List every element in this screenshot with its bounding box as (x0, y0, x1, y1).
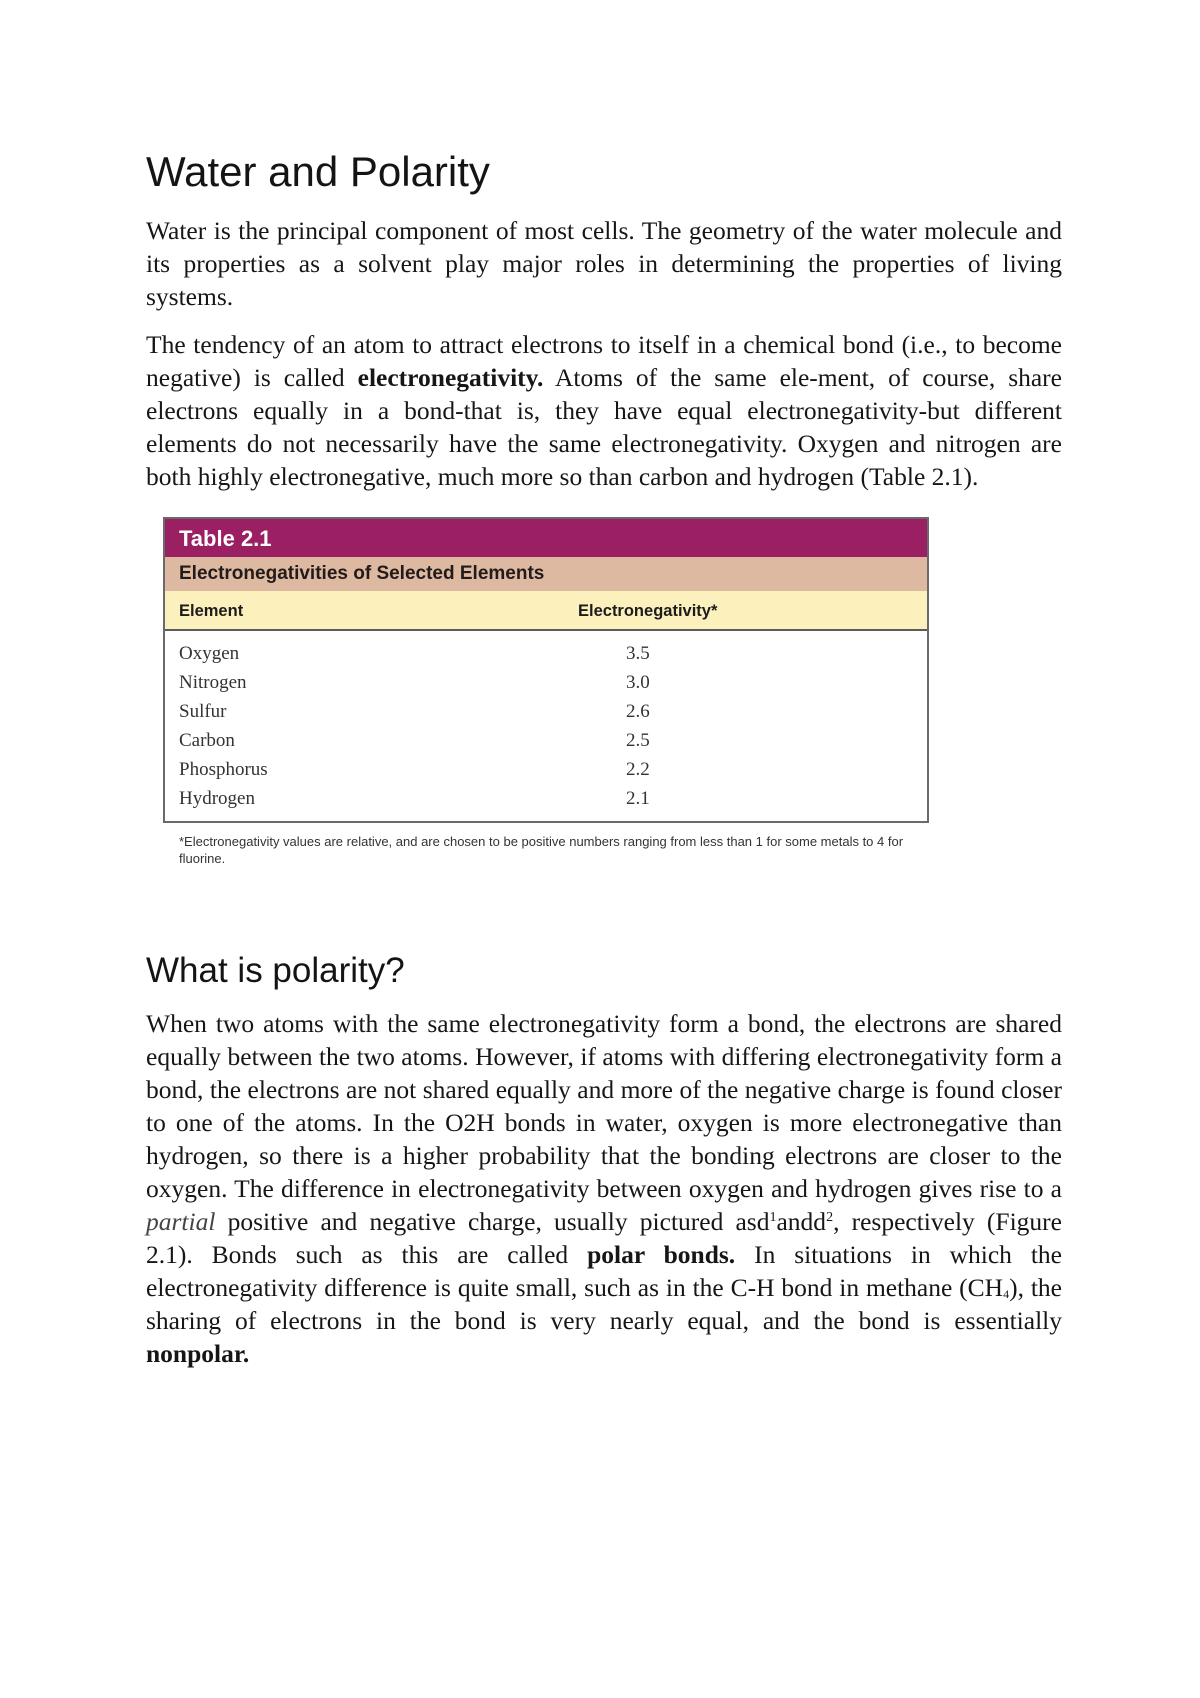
element-cell: Sulfur (179, 701, 227, 722)
document-page (146, 140, 1062, 1385)
element-cell: Carbon (179, 730, 235, 751)
value-cell: 3.0 (626, 672, 650, 693)
intro-paragraph: Water is the principal component of most cells. The geometry of the water molecule and its properties as a solvent play major roles in determining the properties of living systems. (146, 216, 1062, 311)
term-partial: partial (146, 1207, 216, 1236)
element-cell: Hydrogen (179, 788, 255, 809)
p3-text-2: positive and negative charge, usually pictured asd (215, 1207, 770, 1236)
term-nonpolar: nonpolar. (146, 1339, 250, 1368)
table-row (165, 755, 927, 784)
polarity-paragraph (146, 1007, 1062, 1370)
electronegativity-table-figure (163, 517, 929, 867)
page-title: Water and Polarity (146, 148, 490, 195)
p2-text-before: The tendency of an atom to attract electrons to itself in a chemical bond (i.e., to become negative) is called (146, 330, 1062, 392)
value-cell: 2.5 (626, 730, 650, 751)
value-cell: 2.6 (626, 701, 650, 722)
table-header-row (165, 591, 927, 631)
subscript-4: 4 (1003, 1287, 1010, 1301)
table-row (165, 668, 927, 697)
term-electronegativity: electronegativity. (357, 363, 544, 392)
table-footnote: *Electronegativity values are relative, and are chosen to be positive numbers ranging from less than 1 for some metals to 4 for fluorine. (179, 834, 904, 866)
p3-text-5: In situations in which the electronegativity difference is quite small, such as in the C-H bond in methane (CH (146, 1240, 1062, 1302)
electronegativity-paragraph (146, 328, 1062, 493)
p3-text-1: When two atoms with the same electronegativity form a bond, the electrons are shared equally between the two atoms. However, if atoms with differing electronegativity form a bond, the electrons are not shared equally and more of the negative charge is found closer to one of the atoms. In the O2H bonds in water, oxygen is more electronegative than hydrogen, so there is a higher probability that the bonding electrons are closer to the oxygen. The difference in electronegativity between oxygen and hydrogen gives rise to a (146, 1009, 1062, 1203)
p2-text-after: Atoms of the same ele-ment, of course, share electrons equally in a bond-that is, they have equal electronegativity-but different elements do not necessarily have the same electronegativity. Oxygen and nitrogen are both highly electronegative, much more so than carbon and hydrogen (Table 2.1). (146, 363, 1062, 491)
table-row (165, 726, 927, 755)
term-polar-bonds: polar bonds. (587, 1240, 736, 1269)
column-header-electronegativity: Electronegativity* (578, 602, 718, 620)
table-body (165, 631, 927, 821)
table-subtitle: Electronegativities of Selected Elements (165, 557, 927, 591)
table-row (165, 639, 927, 668)
table-row (165, 784, 927, 813)
table-row (165, 697, 927, 726)
p3-text-6: ), the sharing of electrons in the bond is very nearly equal, and the bond is essentially (146, 1273, 1062, 1335)
p3-text-3: andd (776, 1207, 827, 1236)
section-heading-polarity: What is polarity? (146, 951, 405, 990)
superscript-2: 2 (826, 1210, 834, 1225)
value-cell: 2.1 (626, 788, 650, 809)
p3-text-4: , respectively (Figure 2.1). Bonds such as this are called (146, 1207, 1062, 1269)
element-cell: Oxygen (179, 643, 240, 664)
value-cell: 2.2 (626, 759, 650, 780)
element-cell: Phosphorus (179, 759, 268, 780)
table-title: Table 2.1 (165, 519, 927, 557)
value-cell: 3.5 (626, 643, 650, 664)
column-header-element: Element (179, 602, 244, 620)
element-cell: Nitrogen (179, 672, 247, 693)
electronegativity-table (163, 517, 929, 823)
superscript-1: 1 (769, 1210, 777, 1225)
section-spacer (146, 867, 1062, 951)
